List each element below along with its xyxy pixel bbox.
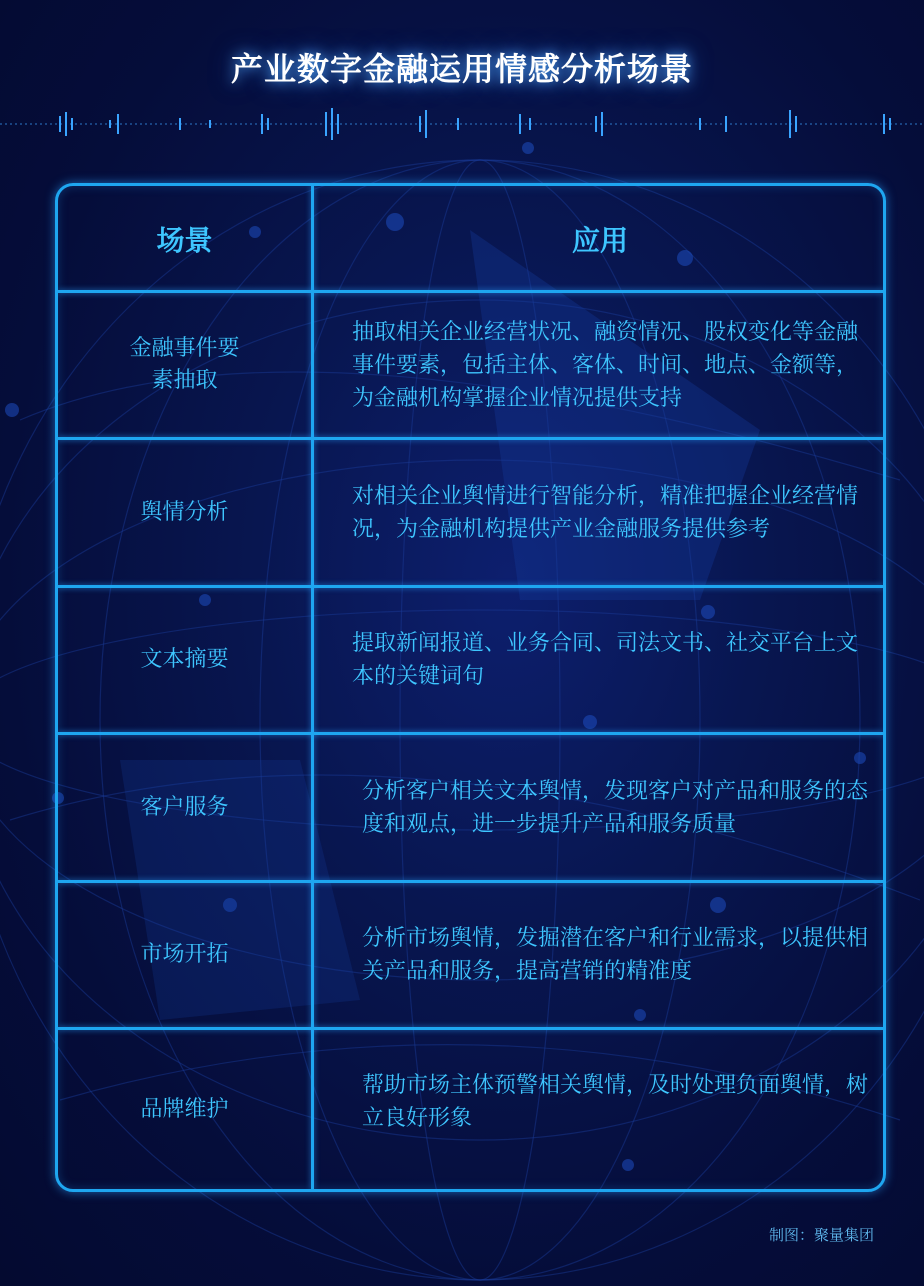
scene-cell (58, 1030, 311, 1190)
application-cell (314, 293, 886, 437)
application-text: 抽取相关企业经营状况、融资情况、股权变化等金融事件要素，包括主体、客体、时间、地点、金额等，为金融机构掌握企业情况提供支持 (352, 319, 859, 411)
header-scene: 场景 (156, 223, 213, 257)
application-text: 分析客户相关文本舆情，发现客户对产品和服务的态度和观点，进一步提升产品和服务质量 (362, 778, 869, 837)
scenario-table (55, 183, 886, 1192)
page-title: 产业数字金融运用情感分析场景 (230, 50, 693, 88)
application-text: 分析市场舆情，发掘潜在客户和行业需求，以提供相关产品和服务，提高营销的精准度 (362, 926, 869, 984)
application-cell (314, 883, 886, 1027)
sound-wave-divider (0, 106, 924, 142)
scene-cell (58, 440, 311, 585)
scene-cell (58, 293, 311, 437)
scene-label: 客户服务 (140, 794, 229, 820)
scene-label: 文本摘要 (140, 647, 229, 672)
scene-cell (58, 883, 311, 1027)
application-text: 对相关企业舆情进行智能分析，精准把握企业经营情况，为金融机构提供产业金融服务提供参考 (352, 483, 859, 542)
application-cell (314, 588, 886, 732)
credit-line: 制图：聚量集团 (768, 1226, 874, 1244)
application-cell (314, 440, 886, 585)
header-application: 应用 (571, 223, 628, 257)
scene-label: 市场开拓 (140, 942, 229, 967)
application-text: 提取新闻报道、业务合同、司法文书、社交平台上文本的关键词句 (352, 631, 859, 689)
scene-cell (58, 588, 311, 732)
application-cell (314, 1030, 886, 1174)
scene-label: 品牌维护 (140, 1097, 229, 1122)
scene-label: 金融事件要素抽取 (129, 336, 240, 393)
scene-cell (58, 735, 311, 880)
application-cell (314, 735, 886, 880)
scene-label: 舆情分析 (140, 499, 229, 525)
application-text: 帮助市场主体预警相关舆情，及时处理负面舆情，树立良好形象 (362, 1073, 869, 1131)
